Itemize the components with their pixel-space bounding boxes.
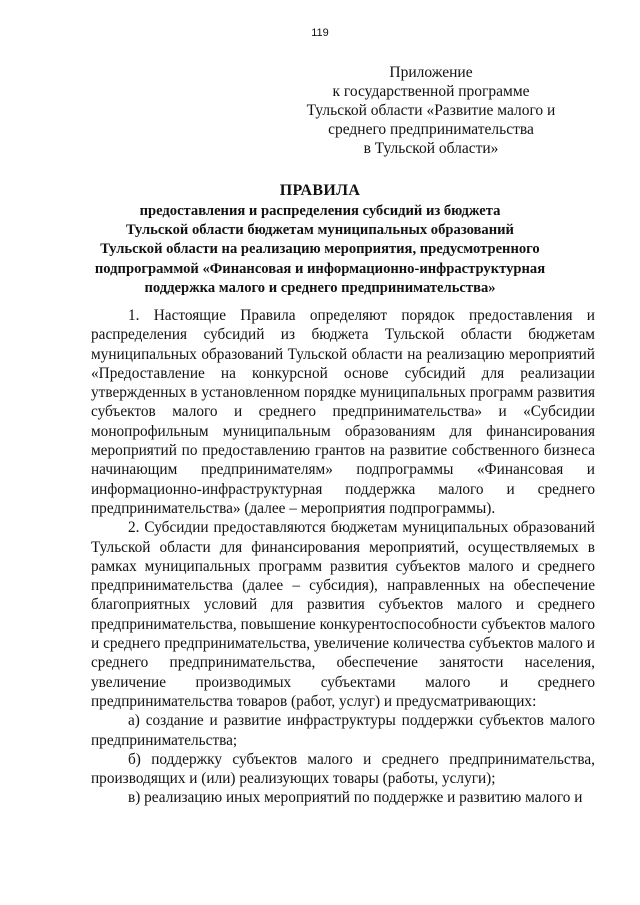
body-line: начинающим предпринимателям» подпрограммы «Финансовая и	[91, 461, 595, 479]
subtitle-line: подпрограммой «Финансовая и информационно-инфраструктурная	[94, 260, 546, 277]
body-line: субъектов малого и среднего предпринимательства» и «Субсидии	[91, 403, 595, 421]
body-line: увеличение производимых субъектами малого и среднего	[91, 673, 595, 691]
body-line: монопрофильным муниципальным образованиям для финансирования	[91, 422, 595, 440]
body-line: мероприятий по предоставлению грантов на развитие собственного бизнеса	[91, 442, 595, 460]
body-line: предпринимательства, повышение конкурентоспособности субъектов малого	[91, 615, 595, 633]
body-line: предпринимательства товаров (работ, услуг) и предусматривающих:	[91, 692, 537, 710]
body-line: рамках муниципальных программ развития субъектов малого и среднего	[91, 557, 595, 575]
body-line: муниципальных образований Тульской области на реализацию мероприятий	[91, 345, 595, 363]
body-line: предпринимательства;	[91, 731, 238, 749]
body-line: в) реализацию иных мероприятий по поддержке и развитию малого и	[128, 789, 583, 807]
body-line: среднего предпринимательства, обеспечение занятости населения,	[91, 654, 595, 672]
appendix-line: в Тульской области»	[363, 140, 499, 157]
subtitle-line: предоставления и распределения субсидий из бюджета	[139, 203, 501, 219]
appendix-line: Тульской области «Развитие малого и	[306, 102, 556, 119]
body-line: предпринимательства (далее – субсидия), направленных на обеспечение	[91, 577, 595, 595]
appendix-line: к государственной программе	[332, 83, 530, 100]
body-line: 2. Субсидии предоставляются бюджетам муниципальных образований	[128, 519, 595, 537]
document-body	[91, 306, 595, 808]
page-number: 119	[311, 27, 329, 39]
body-line: Тульской области для финансирования мероприятий, осуществляемых в	[91, 538, 595, 556]
appendix-note	[300, 63, 562, 158]
subtitle-line: Тульской области на реализацию мероприятия, предусмотренного	[100, 241, 540, 258]
body-line: производящих и (или) реализующих товары (работы, услуги);	[91, 770, 496, 788]
document-subtitle	[80, 202, 560, 298]
body-line: распределения субсидий из бюджета Тульской области бюджетам	[91, 326, 595, 344]
body-line: и среднего предпринимательства, увеличение количества субъектов малого и	[91, 635, 595, 653]
body-line: предпринимательства» (далее – мероприятия подпрограммы).	[91, 499, 496, 517]
document-title: ПРАВИЛА	[279, 182, 361, 199]
document-title-block	[80, 180, 560, 298]
body-line: б) поддержку субъектов малого и среднего предпринимательства,	[128, 750, 595, 768]
body-line: информационно-инфраструктурная поддержка малого и среднего	[91, 480, 595, 498]
subtitle-line: поддержка малого и среднего предпринимательства»	[144, 279, 496, 296]
body-line: утвержденных в установленном порядке муниципальных программ развития	[91, 384, 595, 402]
appendix-line: Приложение	[389, 64, 473, 81]
body-line: благоприятных условий для развития субъектов малого и среднего	[91, 596, 595, 614]
subtitle-line: Тульской области бюджетам муниципальных образований	[126, 222, 514, 239]
appendix-line: среднего предпринимательства	[328, 121, 534, 138]
body-line: «Предоставление на конкурсной основе субсидий для реализации	[91, 364, 595, 382]
body-line: а) создание и развитие инфраструктуры поддержки субъектов малого	[128, 712, 595, 730]
body-line: 1. Настоящие Правила определяют порядок предоставления и	[128, 307, 595, 324]
